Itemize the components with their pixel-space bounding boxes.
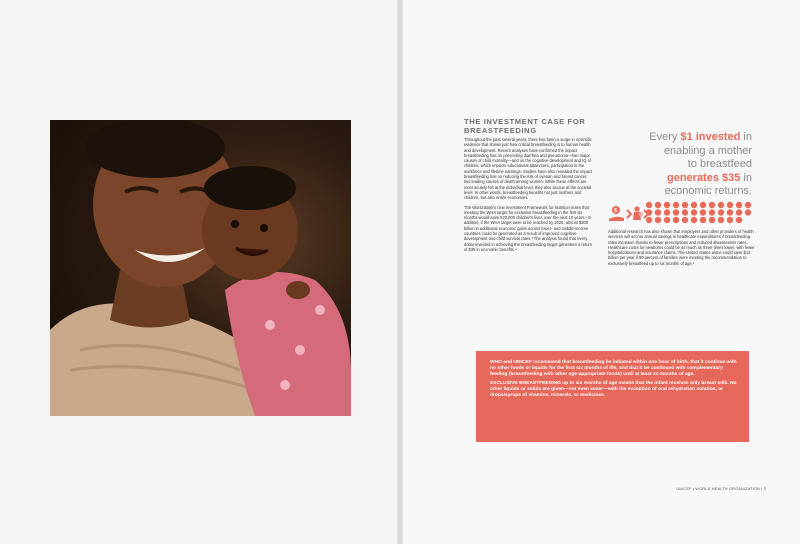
dollar-dot-icon [691,209,697,215]
dollar-dot-icon [655,217,661,223]
stat-line-1 [612,131,752,145]
right-paragraph: Additional research has also shown that employers and other providers of health services will accrue annual savings in healthcare expenditures if breastfeeding rates increase, thanks to fewer prescriptions and reduced absenteeism rates. Healthcare costs for newborns could be as much as three times lower, with fewer hospitalizations and insurance claims. The United States alone could save $13 billion per year if 90 percent of families were meeting the recommendation to exclusively breastfeed up to six months of age.⁵ [608,229,755,266]
dollar-dot-icon [682,209,688,215]
dollar-dot-icon [655,202,661,208]
dollar-dot-icon [646,217,652,223]
dollar-dot-icon [700,217,706,223]
dollar-dot-icon [682,217,688,223]
dollar-dot-icon [718,202,724,208]
callout-paragraph-2: EXCLUSIVE BREASTFEEDING up to six months of age means that the infant receives only breast milk. No other liquids or solids are given—not even water—with the exception of oral rehydration solution, or drops/syrups of vitamins, minerals, or medicines. [490,381,737,399]
dollar-dot-icon [691,202,697,208]
mother-baby-photo [50,120,351,416]
stat-text: in [740,131,752,143]
page-footer: UNICEF | WORLD HEALTH ORGANIZATION | 3 [676,487,766,491]
dollar-dot-icon [718,217,724,223]
dollar-dot-icon [709,202,715,208]
dollar-dot-icon [664,217,670,223]
dollar-dot-icon [646,209,652,215]
page-gutter [397,0,403,544]
stat-text: in [740,171,752,184]
dollar-dots-grid [645,201,755,225]
svg-text:$: $ [614,208,617,214]
stat-line-2: enabling a mother [663,144,752,157]
dollar-dot-icon [745,202,751,208]
baby-hair-shape [204,166,296,210]
mother-hair-shape [85,120,225,178]
stat-highlight: generates $35 [666,171,741,184]
arrow-right-icon [627,210,631,218]
dollar-dot-icon [727,209,733,215]
investment-stat [612,131,752,199]
dollar-dot-icon [664,209,670,215]
dollar-dot-icon [736,202,742,208]
baby-eye-shape [231,220,239,228]
body-paragraph-2: The World Bank's new Investment Framework for Nutrition notes that meeting the WHA target for exclusive breastfeeding in the first six months would save 520,000 children's lives over the next 10 years.¹ In addition, if the WHA target were to be reached by 2025, almost $300 billion in additional economic gains across lower- and middle-income countries could be generated as a result of improved cognitive development and child survival rates.³ The analysis found that every dollar invested in achieving the breastfeeding target generates a return of $35 in economic benefits.⁴ [464,204,593,252]
section-title: THE INVESTMENT CASE FOR BREASTFEEDING [464,117,586,135]
stat-text: Every [649,131,681,143]
clothes-flower [295,345,305,355]
dollar-dot-icon [718,209,724,215]
dollar-dot-icon [673,217,679,223]
baby-eye-shape [260,224,268,232]
body-text-column [464,137,594,256]
dollar-dot-icon [736,209,742,215]
clothes-flower [280,380,290,390]
dollar-dot-icon [673,209,679,215]
section-heading-block [464,117,604,135]
baby-hand-shape [286,281,310,299]
stat-line-3: to breastfeed [687,158,752,170]
recommendation-callout [476,351,749,442]
dollar-dot-icon [646,202,652,208]
dollar-dot-icon [673,202,679,208]
right-text-column [608,229,756,266]
stat-highlight: $1 invested [680,131,741,143]
body-paragraph-1: Throughout the past several years, there has been a surge in scientific evidence that shows just how critical breastfeeding is to human health and development. Recent analyses have confirmed the impact breastfeeding has on preventing diarrhea and pneumonia—two major causes of child mortality—and on the cognitive development and IQ of children, which impacts educational attainment, participation in the workforce and lifetime earnings. Studies have also revealed the impact breastfeeding has on reducing the risk of ovarian and breast cancer, two leading causes of death among women. While these effects are most acutely felt at the individual level, they also accrue at the societal level. In other words, breastfeeding benefits not just mothers and children, but also entire economies. [464,137,593,201]
dollar-dot-icon [745,209,751,215]
clothes-flower [265,320,275,330]
dollar-dot-icon [700,209,706,215]
dollar-dot-icon [736,217,742,223]
dollar-dot-icon [727,202,733,208]
dollar-dot-icon [691,217,697,223]
right-page [401,0,800,544]
dollar-dot-icon [664,202,670,208]
mother-baby-icon [633,206,643,220]
stat-line-5: economic returns. [664,185,752,197]
dollar-dot-icon [655,209,661,215]
dollar-dot-icon [709,217,715,223]
dollar-dot-icon [727,217,733,223]
stat-line-4 [612,172,752,186]
dollar-dot-icon [682,202,688,208]
clothes-flower [315,305,325,315]
callout-paragraph-1: WHO and UNICEF recommend that breastfeeding be initiated within one hour of birth, that it continue with no other foods or liquids for the first six months of life, and that it be continued with complementary feeding (breastfeeding with other age-appropriate foods) until at least 24 months of age. [490,360,737,378]
dollar-dot-icon [709,209,715,215]
hand-money-icon [609,206,624,221]
dollar-dot-icon [700,202,706,208]
